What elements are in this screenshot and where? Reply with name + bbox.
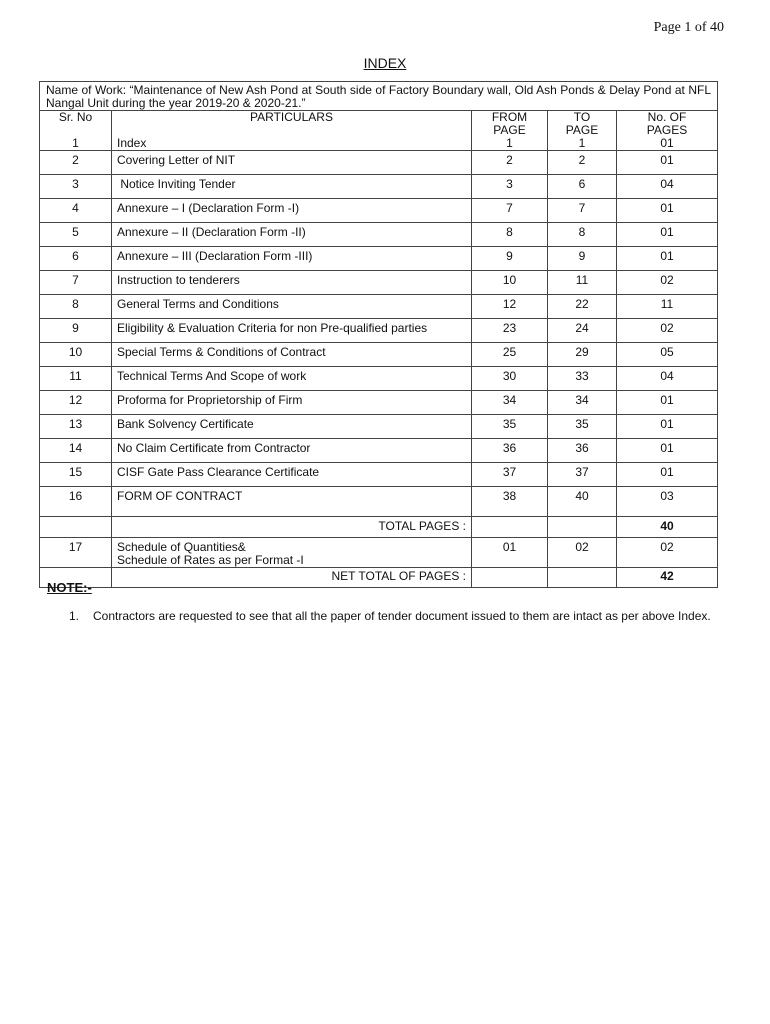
row-no-of-pages: 01 (617, 247, 718, 271)
row-sr-no: 9 (40, 319, 112, 343)
total-empty-cell (548, 517, 617, 538)
row-sr-no: 3 (40, 175, 112, 199)
row-particulars: Annexure – I (Declaration Form -I) (112, 199, 472, 223)
row-no-of-pages: 01 (617, 223, 718, 247)
row-particulars: Notice Inviting Tender (112, 175, 472, 199)
row-no-of-pages: 01 (617, 439, 718, 463)
row-to-page: 11 (548, 271, 617, 295)
table-row (40, 439, 718, 463)
table-row (40, 319, 718, 343)
table-row (40, 271, 718, 295)
row17-particulars (112, 538, 472, 568)
row-sr-no: 14 (40, 439, 112, 463)
row-no-of-pages: 01 (617, 463, 718, 487)
row-to-page: 34 (548, 391, 617, 415)
row-particulars: CISF Gate Pass Clearance Certificate (112, 463, 472, 487)
row-no-of-pages: 02 (617, 319, 718, 343)
net-total-row (40, 568, 718, 588)
row-to-page: 35 (548, 415, 617, 439)
row-sr-no: 11 (40, 367, 112, 391)
row-to-page: 1 (548, 137, 617, 151)
row-no-of-pages: 05 (617, 343, 718, 367)
row-to-page: 33 (548, 367, 617, 391)
row-sr-no: 8 (40, 295, 112, 319)
row-to-page: 22 (548, 295, 617, 319)
row17-particulars-line1: Schedule of Quantities& (117, 540, 246, 554)
row17-sr: 17 (40, 538, 112, 568)
note-text: Contractors are requested to see that all the paper of tender document issued to them are intact as per above Index. (93, 609, 711, 623)
index-table (39, 81, 718, 588)
row-from-page: 3 (472, 175, 548, 199)
header-from-line1: FROM (491, 110, 528, 124)
table-row (40, 199, 718, 223)
header-from-line2: PAGE (493, 123, 526, 137)
table-row (40, 151, 718, 175)
row-from-page: 7 (472, 199, 548, 223)
row-sr-no: 15 (40, 463, 112, 487)
row-particulars: General Terms and Conditions (112, 295, 472, 319)
row-particulars: Instruction to tenderers (112, 271, 472, 295)
row-from-page: 12 (472, 295, 548, 319)
note-item (69, 609, 724, 623)
table-row (40, 175, 718, 199)
row-from-page: 38 (472, 487, 548, 517)
table-row (40, 415, 718, 439)
name-of-work: Name of Work: “Maintenance of New Ash Pond at South side of Factory Boundary wall, Old Ash Ponds & Delay Pond at NFL Nangal Unit during the year 2019-20 & 2020-21.” (40, 82, 718, 111)
row-from-page: 23 (472, 319, 548, 343)
header-to-page (548, 111, 617, 138)
total-value: 40 (617, 517, 718, 538)
header-sr-no: Sr. No (40, 111, 112, 138)
row-sr-no: 6 (40, 247, 112, 271)
header-particulars: PARTICULARS (112, 111, 472, 138)
row-particulars: Special Terms & Conditions of Contract (112, 343, 472, 367)
row-to-page: 7 (548, 199, 617, 223)
row-no-of-pages: 03 (617, 487, 718, 517)
total-empty-cell (472, 517, 548, 538)
note-number: 1. (69, 609, 80, 623)
row-to-page: 2 (548, 151, 617, 175)
row-from-page: 25 (472, 343, 548, 367)
row-particulars: Bank Solvency Certificate (112, 415, 472, 439)
row-from-page: 10 (472, 271, 548, 295)
header-num-line1: No. OF (647, 110, 687, 124)
row17-to: 02 (548, 538, 617, 568)
page-number: Page 1 of 40 (653, 20, 724, 35)
row-sr-no: 16 (40, 487, 112, 517)
row-particulars: Eligibility & Evaluation Criteria for non Pre-qualified parties (112, 319, 472, 343)
table-row (40, 343, 718, 367)
row-to-page: 9 (548, 247, 617, 271)
row-particulars: Covering Letter of NIT (112, 151, 472, 175)
row-particulars: FORM OF CONTRACT (112, 487, 472, 517)
row17-particulars-line2: Schedule of Rates as per Format -I (117, 553, 304, 567)
header-num-line2: PAGES (646, 123, 688, 137)
row-particulars: Index (112, 137, 472, 151)
total-label: TOTAL PAGES : (112, 517, 472, 538)
row-particulars: Annexure – III (Declaration Form -III) (112, 247, 472, 271)
total-row (40, 517, 718, 538)
row-particulars: Annexure – II (Declaration Form -II) (112, 223, 472, 247)
row-no-of-pages: 01 (617, 415, 718, 439)
header-from-page (472, 111, 548, 138)
row-to-page: 8 (548, 223, 617, 247)
row-no-of-pages: 02 (617, 271, 718, 295)
row-to-page: 29 (548, 343, 617, 367)
net-empty-cell (548, 568, 617, 588)
row-sr-no: 1 (40, 137, 112, 151)
row-from-page: 8 (472, 223, 548, 247)
row-from-page: 36 (472, 439, 548, 463)
row-sr-no: 4 (40, 199, 112, 223)
header-to-line1: TO (573, 110, 591, 124)
table-row (40, 463, 718, 487)
row-sr-no: 5 (40, 223, 112, 247)
row-no-of-pages: 01 (617, 391, 718, 415)
row-sr-no: 7 (40, 271, 112, 295)
row-to-page: 24 (548, 319, 617, 343)
header-no-of-pages (617, 111, 718, 138)
net-total-value: 42 (617, 568, 718, 588)
table-row (40, 295, 718, 319)
net-empty-cell (472, 568, 548, 588)
row-to-page: 37 (548, 463, 617, 487)
row-sr-no: 2 (40, 151, 112, 175)
row-from-page: 34 (472, 391, 548, 415)
table-row (40, 137, 718, 151)
row-from-page: 37 (472, 463, 548, 487)
row-no-of-pages: 01 (617, 137, 718, 151)
row-from-page: 30 (472, 367, 548, 391)
header-to-line2: PAGE (565, 123, 599, 137)
page-title: INDEX (363, 55, 407, 71)
row-sr-no: 10 (40, 343, 112, 367)
row-to-page: 6 (548, 175, 617, 199)
row-no-of-pages: 01 (617, 151, 718, 175)
row-from-page: 2 (472, 151, 548, 175)
table-row (40, 391, 718, 415)
net-total-label: NET TOTAL OF PAGES : (112, 568, 472, 588)
table-header-row (40, 111, 718, 138)
row-particulars: Proforma for Proprietorship of Firm (112, 391, 472, 415)
row-sr-no: 13 (40, 415, 112, 439)
row17-pages: 02 (617, 538, 718, 568)
table-row (40, 247, 718, 271)
table-row (40, 538, 718, 568)
table-row (40, 487, 718, 517)
note-label: NOTE:- (47, 580, 92, 595)
row-sr-no: 12 (40, 391, 112, 415)
table-row (40, 367, 718, 391)
row-no-of-pages: 04 (617, 175, 718, 199)
row-to-page: 40 (548, 487, 617, 517)
row-no-of-pages: 04 (617, 367, 718, 391)
row-from-page: 1 (472, 137, 548, 151)
row-particulars: Technical Terms And Scope of work (112, 367, 472, 391)
row-particulars: No Claim Certificate from Contractor (112, 439, 472, 463)
table-row (40, 223, 718, 247)
row-from-page: 9 (472, 247, 548, 271)
row-from-page: 35 (472, 415, 548, 439)
row-no-of-pages: 01 (617, 199, 718, 223)
total-empty-cell (40, 517, 112, 538)
row-to-page: 36 (548, 439, 617, 463)
row-no-of-pages: 11 (617, 295, 718, 319)
row17-from: 01 (472, 538, 548, 568)
